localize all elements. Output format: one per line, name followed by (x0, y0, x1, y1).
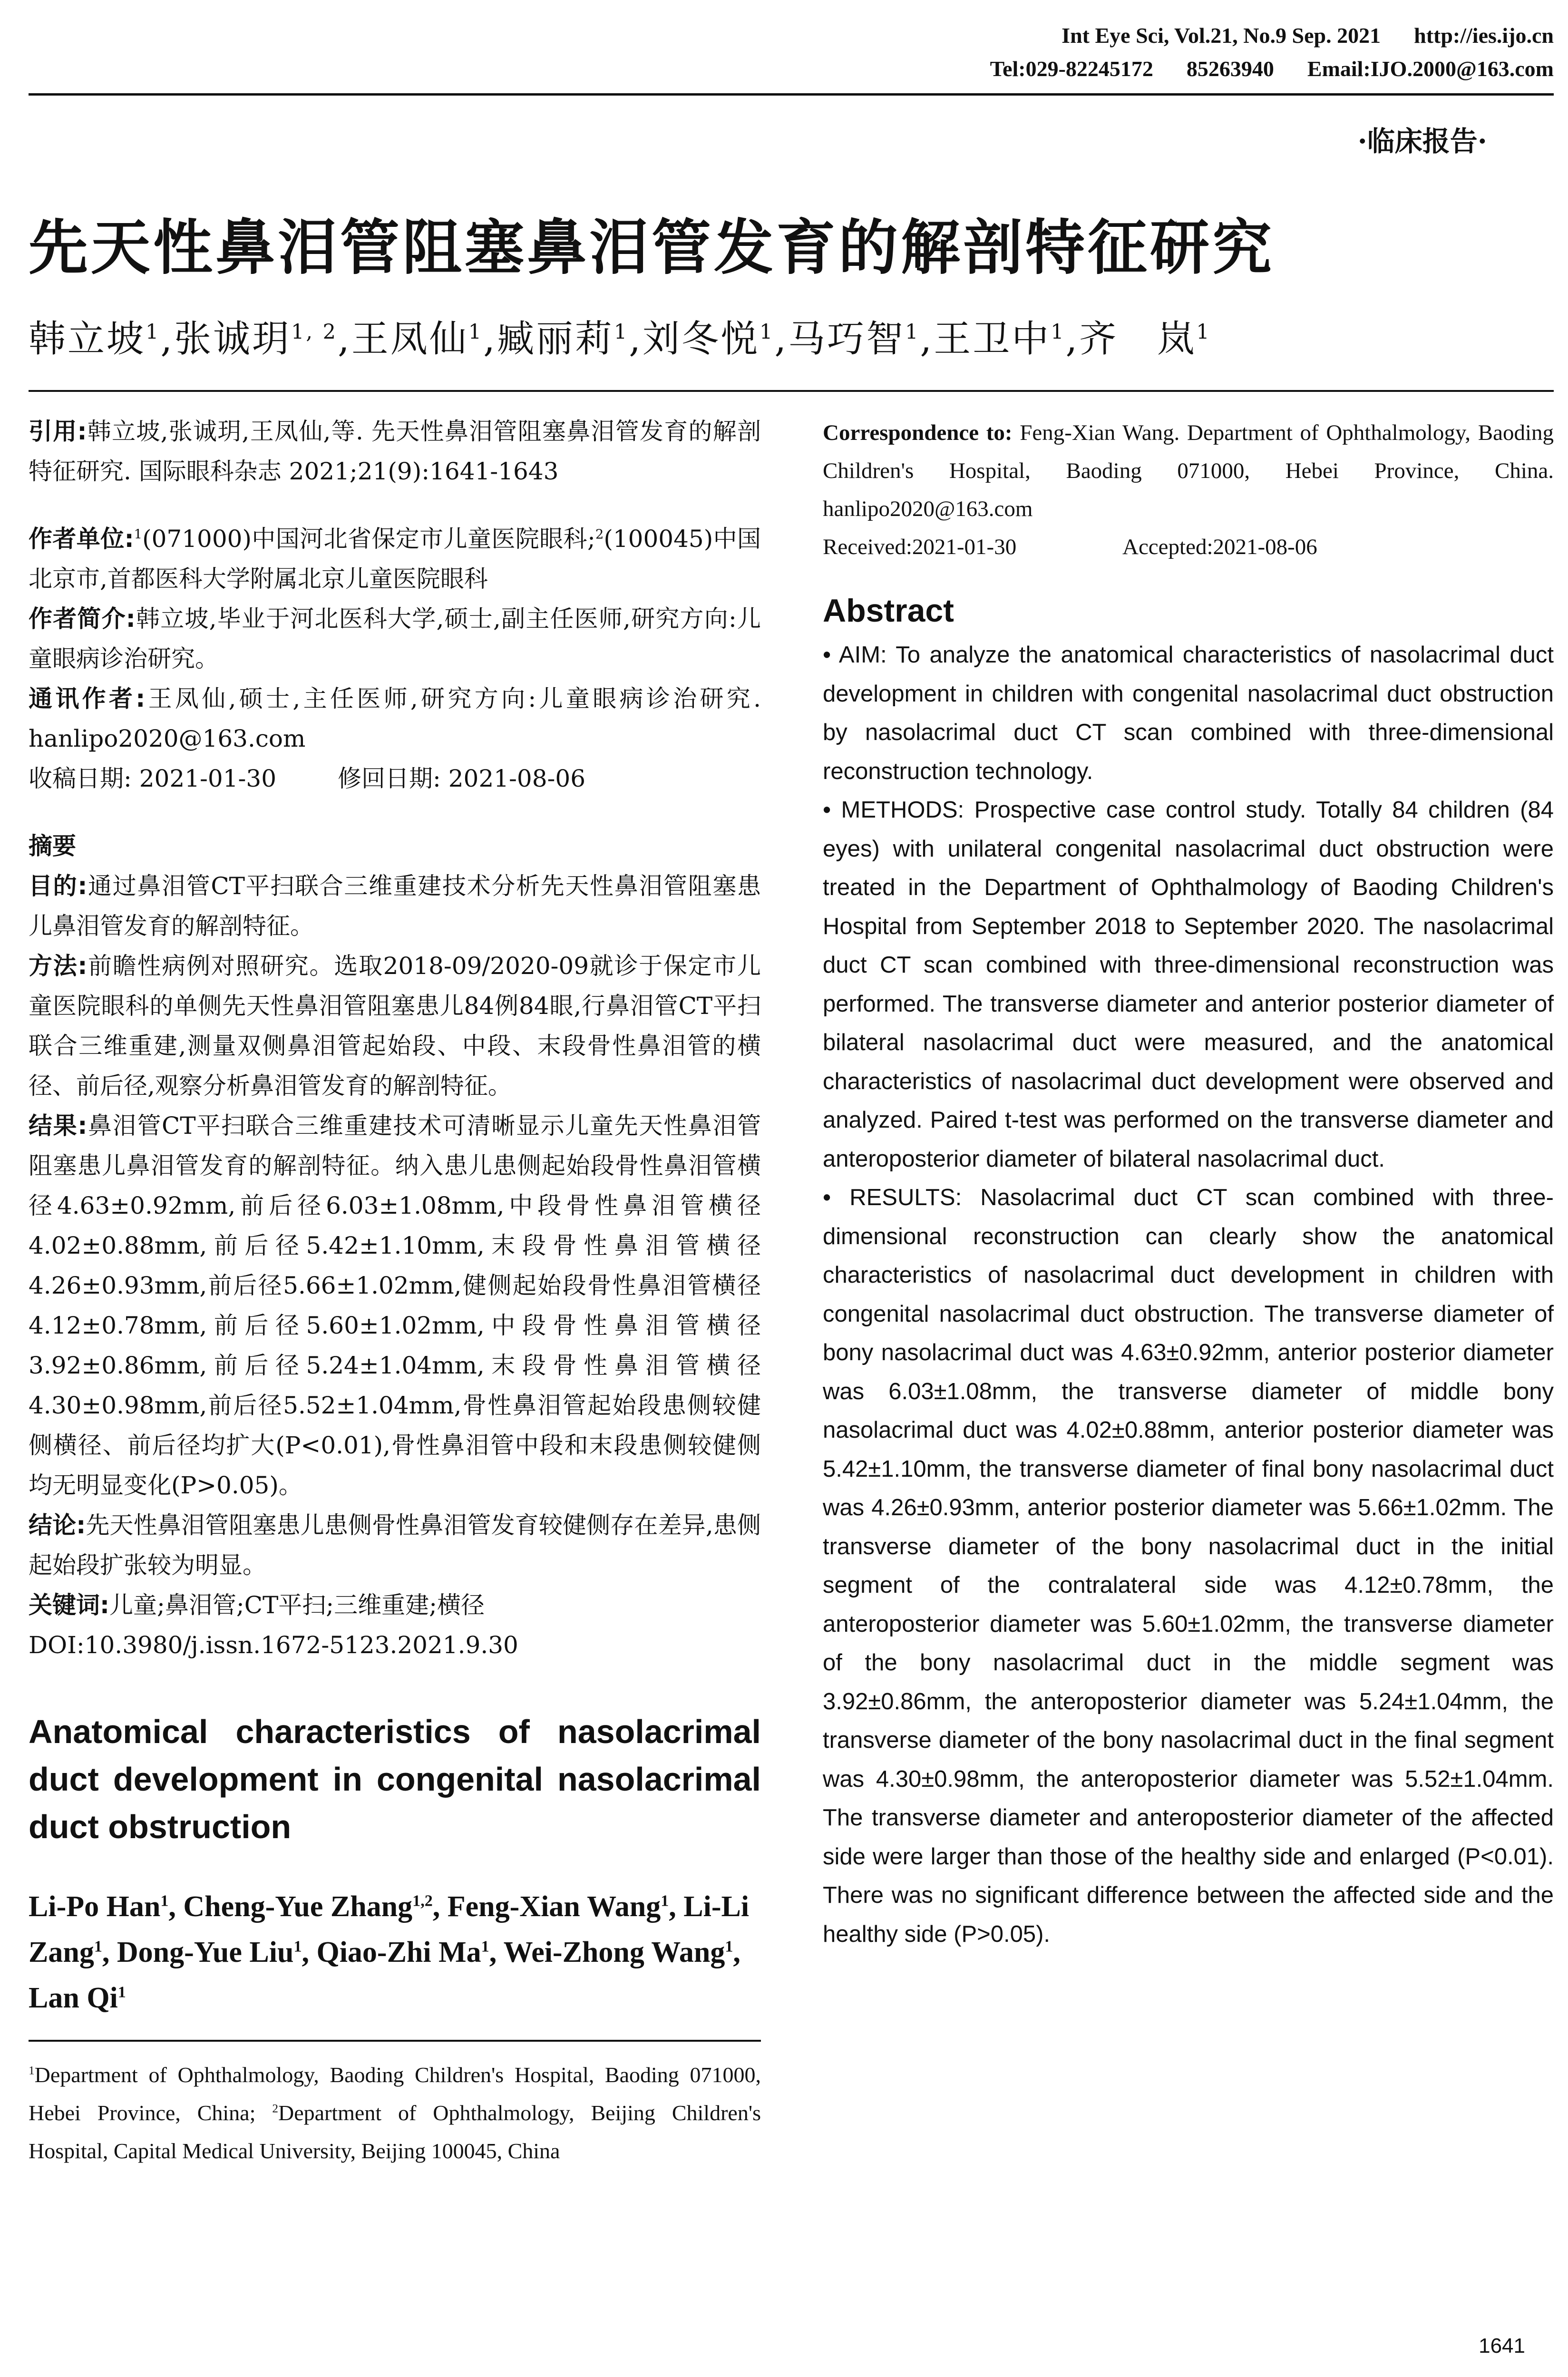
aim-cn (29, 866, 761, 946)
conclusion-label: 结论: (29, 1511, 86, 1539)
journal-header (990, 19, 1554, 86)
journal-url[interactable]: http://ies.ijo.cn (1414, 23, 1554, 48)
header-rule (29, 93, 1554, 96)
aff-text: (100045)中国北京市,首都医科大学附属北京儿童医院眼科 (29, 525, 761, 593)
page-number: 1641 (1479, 2334, 1525, 2358)
aim-en: • AIM: To analyze the anatomical characteristics of nasolacrimal duct development in children with congenital nasolacrimal duct obstruction by nasolacrimal duct CT scan combined with three-dimensional reconstruction technology. (823, 642, 1554, 784)
abstract-heading-cn (29, 826, 761, 866)
author-en: Cheng-Yue Zhang (183, 1890, 413, 1923)
methods-cn (29, 946, 761, 1106)
author-sup: 1 (468, 320, 484, 344)
aff-sup: 2 (272, 2102, 278, 2115)
affiliation-cn (29, 519, 761, 599)
results-cn (29, 1106, 761, 1505)
keywords-text: 儿童;鼻泪管;CT平扫;三维重建;横径 (109, 1591, 485, 1619)
methods-text: 前瞻性病例对照研究。选取2018-09/2020-09就诊于保定市儿童医院眼科的单侧先天性鼻泪管阻塞患儿84例84眼,行鼻泪管CT平扫联合三维重建,测量双侧鼻泪管起始段、中段、末段骨性鼻泪管的横径、前后径,观察分析鼻泪管发育的解剖特征。 (29, 952, 761, 1100)
keywords-cn (29, 1585, 761, 1625)
doi[interactable]: DOI:10.3980/j.issn.1672-5123.2021.9.30 (29, 1631, 518, 1659)
citation-label: 引用: (29, 418, 87, 445)
citation-text: 韩立坡,张诚玥,王凤仙,等. 先天性鼻泪管阻塞鼻泪管发育的解剖特征研究. 国际眼科杂志 2021;21(9):1641-1643 (29, 418, 761, 485)
revised-date: 修回日期: 2021-08-06 (338, 765, 586, 792)
keywords-label: 关键词: (29, 1591, 109, 1619)
author-en: Li-Po Han (29, 1890, 161, 1923)
author-sup: 1, 2 (291, 320, 338, 344)
author-cn: 臧丽莉 (497, 318, 614, 360)
results-en: • RESULTS: Nasolacrimal duct CT scan combined with three-dimensional reconstruction can clearly show the anatomical characteristics of nasolacrimal duct development in children with congenital nasolacrimal duct obstruction. The transverse diameter of bony nasolacrimal duct was 4.63±0.92mm, anterior posterior diameter was 6.03±1.08mm, the transverse diameter of middle bony nasolacrimal duct was 4.02±0.88mm, anterior posterior diameter was 5.42±1.10mm, the transverse diameter of final bony nasolacrimal duct was 4.26±0.93mm, anterior posterior diameter was 5.66±1.02mm. The transverse diameter of the bony nasolacrimal duct in the initial segment of the contralateral side was 4.12±0.78mm, the anteroposterior diameter was 5.60±1.02mm, the transverse diameter of the bony nasolacrimal duct in the middle segment was 3.92±0.86mm, the anteroposterior diameter was 5.24±1.04mm, the transverse diameter of the bony nasolacrimal duct in the final segment was 4.30±0.98mm, the anteroposterior diameter was 5.52±1.04mm. The transverse diameter and anteroposterior diameter of the affected side were larger than those of the healthy side and enlarged (P<0.01). There was no significant difference between the affected side and the healthy side (P>0.05). (823, 1185, 1554, 1947)
received-date: 收稿日期: 2021-01-30 (29, 765, 277, 792)
methods-label: 方法: (29, 952, 88, 980)
abstract-heading: 摘要 (29, 832, 76, 860)
affiliation-label: 作者单位: (29, 525, 134, 553)
journal-tel2: 85263940 (1186, 57, 1274, 81)
author-sup: 1 (160, 1892, 169, 1910)
aff-text: (071000)中国河北省保定市儿童医院眼科; (142, 525, 595, 553)
author-sup: 1 (905, 320, 920, 344)
conclusion-text: 先天性鼻泪管阻塞患儿患侧骨性鼻泪管发育较健侧存在差异,患侧起始段扩张较为明显。 (29, 1511, 761, 1579)
author-sup: 1 (661, 1892, 669, 1910)
author-cn: 王凤仙 (351, 318, 468, 360)
aff-sup: 1 (134, 526, 143, 542)
corresponding-text: 王凤仙,硕士,主任医师,研究方向:儿童眼病诊治研究. hanlipo2020@163.com (29, 685, 761, 752)
received-date-en: Received:2021-01-30 (823, 535, 1017, 559)
author-sup: 1 (146, 320, 161, 344)
corresponding-author (29, 679, 761, 759)
author-en: Li-Li Zang (29, 1890, 750, 1968)
author-sup: 1 (481, 1938, 489, 1956)
section-tag: ·临床报告· (1357, 125, 1487, 157)
methods-en: • METHODS: Prospective case control study. Totally 84 children (84 eyes) with unilateral congenital nasolacrimal duct obstruction were treated in the Department of Ophthalmology of Baoding Children's Hospital from September 2018 to September 2020. The nasolacrimal duct CT scan combined with three-dimensional reconstruction was performed. The transverse diameter and anterior posterior diameter of bilateral nasolacrimal duct were measured, and the anatomical characteristics of nasolacrimal duct development were observed and analyzed. Paired t-test was performed on the transverse diameter and anteroposterior diameter of bilateral nasolacrimal duct. (823, 797, 1554, 1172)
dates-cn (29, 759, 761, 799)
results-label: 结果: (29, 1112, 88, 1140)
authors-cn: 韩立坡$^1$,张诚玥$^{1, 2}$,王凤仙$^1$,臧丽莉$^1$,刘冬悦$^1$,马巧智$^1$,王卫中$^1$,齐 岚$^1$ (29, 318, 1211, 360)
author-intro (29, 599, 761, 679)
aff-text: Department of Ophthalmology, Baoding Children's Hospital, Baoding 071000, Hebei Province, China; (29, 2063, 761, 2125)
author-cn: 齐 岚 (1079, 318, 1197, 360)
right-column (823, 414, 1554, 1954)
author-cn: 韩立坡 (29, 318, 146, 360)
author-en: Qiao-Zhi Ma (316, 1936, 481, 1968)
citation (29, 411, 761, 491)
author-intro-label: 作者简介: (29, 605, 136, 633)
author-sup: 1 (725, 1938, 733, 1956)
correspondence-en (823, 414, 1554, 528)
author-cn: 刘冬悦 (643, 318, 760, 360)
abstract-heading-en: Abstract (823, 593, 954, 629)
correspondence-text: Feng-Xian Wang. Department of Ophthalmology, Baoding Children's Hospital, Baoding 071000, Hebei Province, China. hanlipo2020@163.com (823, 420, 1554, 521)
author-sup: 1 (614, 320, 629, 344)
accepted-date-en: Accepted:2021-08-06 (1122, 535, 1317, 559)
aff-sup: 1 (29, 2064, 35, 2077)
correspondence-label: Correspondence to: (823, 420, 1013, 445)
title-rule (29, 390, 1554, 392)
author-en: Dong-Yue Liu (117, 1936, 294, 1968)
aff-text: Department of Ophthalmology, Beijing Children's Hospital, Capital Medical University, Beijing 100045, China (29, 2101, 761, 2163)
conclusion-cn (29, 1505, 761, 1585)
author-sup: 1 (1196, 320, 1211, 344)
author-cn: 张诚玥 (174, 318, 292, 360)
corresponding-label: 通讯作者: (29, 685, 146, 712)
author-sup: 1,2 (412, 1892, 433, 1910)
aim-text: 通过鼻泪管CT平扫联合三维重建技术分析先天性鼻泪管阻塞患儿鼻泪管发育的解剖特征。 (29, 872, 761, 940)
author-cn: 王卫中 (934, 318, 1051, 360)
author-sup: 1 (94, 1938, 102, 1956)
article-title-cn: 先天性鼻泪管阻塞鼻泪管发育的解剖特征研究 (29, 213, 1275, 283)
authors-en: Li-Po Han$^1$, Cheng-Yue Zhang$^{1,2}$, Feng-Xian Wang$^1$, Li-Li Zang$^1$, Dong-Yue Liu$^1$, Qiao-Zhi Ma$^1$, Wei-Zhong Wang$^1$, Lan Qi$^1$ (29, 1890, 750, 2014)
author-en: Wei-Zhong Wang (503, 1936, 725, 1968)
results-text: 鼻泪管CT平扫联合三维重建技术可清晰显示儿童先天性鼻泪管阻塞患儿鼻泪管发育的解剖特征。纳入患儿患侧起始段骨性鼻泪管横径4.63±0.92mm,前后径6.03±1.08mm,中段骨性鼻泪管横径4.02±0.88mm,前后径5.42±1.10mm,末段骨性鼻泪管横径4.26±0.93mm,前后径5.66±1.02mm,健侧起始段骨性鼻泪管横径4.12±0.78mm,前后径5.60±1.02mm,中段骨性鼻泪管横径3.92±0.86mm,前后径5.24±1.04mm,末段骨性鼻泪管横径4.30±0.98mm,前后径5.52±1.04mm,骨性鼻泪管起始段患侧较健侧横径、前后径均扩大(P<0.01),骨性鼻泪管中段和末段患侧较健侧均无明显变化(P>0.05)。 (29, 1112, 761, 1499)
journal-email[interactable]: Email:IJO.2000@163.com (1307, 57, 1554, 81)
dates-en (823, 528, 1554, 566)
article-title-en: Anatomical characteristics of nasolacrimal duct development in congenital nasolacrimal duct obstruction (29, 1713, 761, 1845)
aff-sup: 2 (595, 526, 604, 542)
author-intro-text: 韩立坡,毕业于河北医科大学,硕士,副主任医师,研究方向:儿童眼病诊治研究。 (29, 605, 761, 672)
author-en: Feng-Xian Wang (447, 1890, 661, 1923)
author-sup: 1 (293, 1938, 302, 1956)
author-sup: 1 (1051, 320, 1066, 344)
author-sup: 1 (760, 320, 775, 344)
aim-label: 目的: (29, 872, 88, 900)
journal-info: Int Eye Sci, Vol.21, No.9 Sep. 2021 (1062, 23, 1381, 48)
left-column (29, 411, 761, 2170)
author-sup: 1 (117, 1983, 126, 2001)
affiliation-en (29, 2056, 761, 2170)
author-cn: 马巧智 (788, 318, 906, 360)
journal-tel: Tel:029-82245172 (990, 57, 1153, 81)
author-en: Lan Qi (29, 1982, 118, 2014)
